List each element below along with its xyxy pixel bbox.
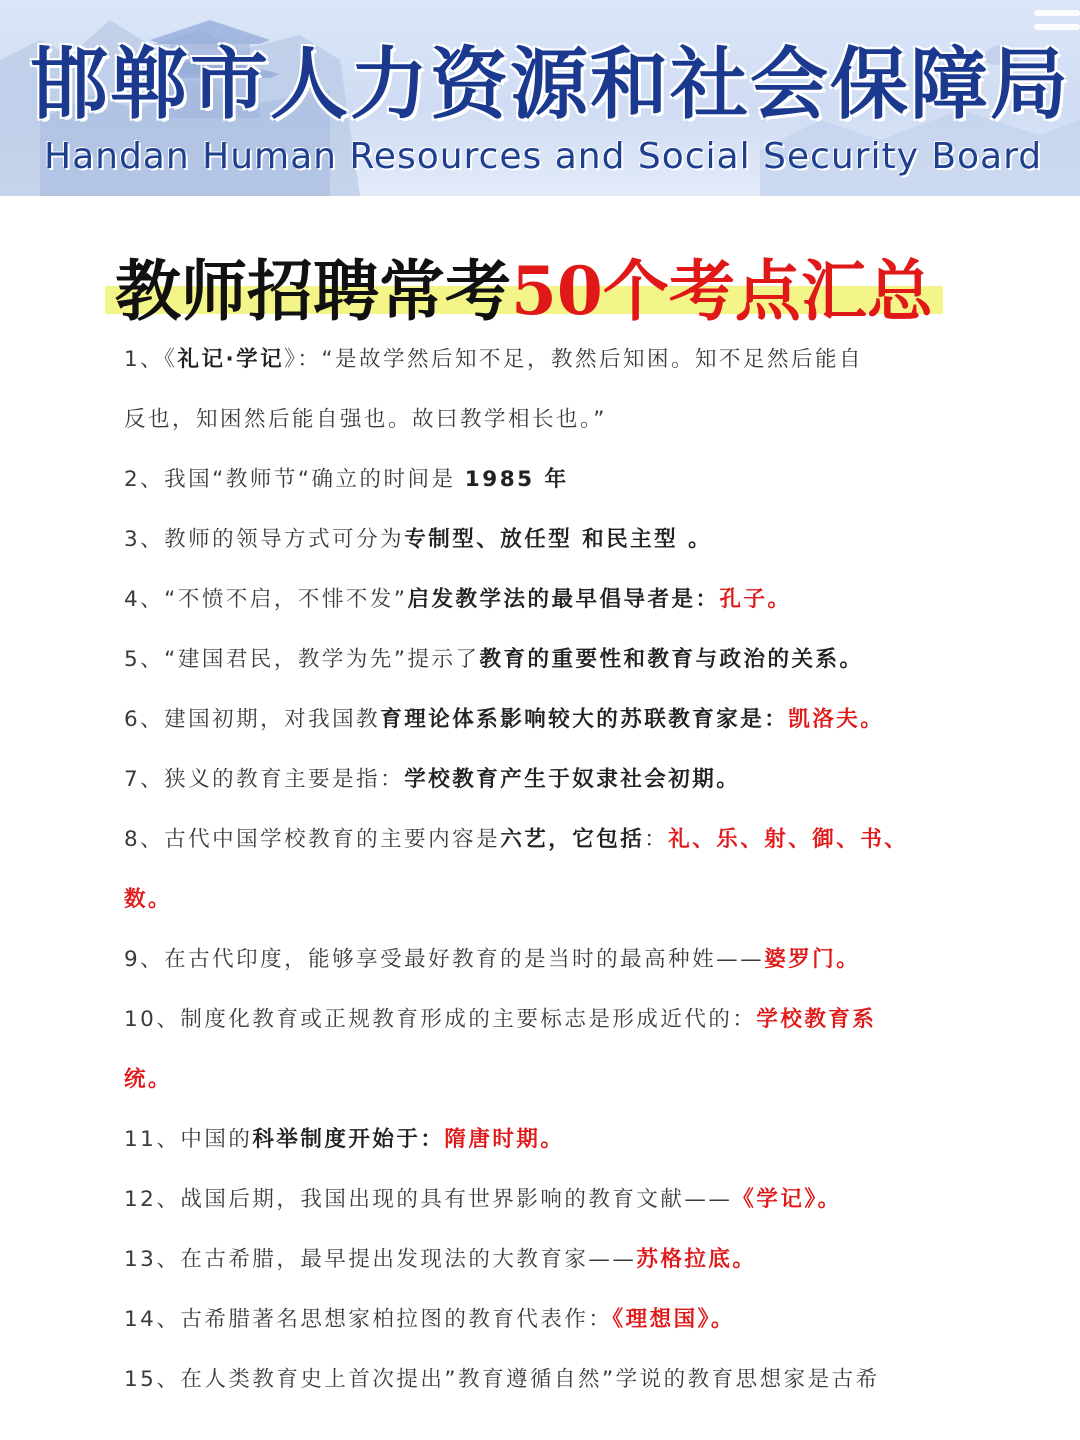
item-text: 15、在人类教育史上首次提出”教育遵循自然”学说的教育思想家是古希	[124, 1367, 880, 1392]
list-item	[124, 1170, 944, 1230]
key-text: 育理论体系影响较大的苏联教育家是：	[380, 707, 789, 732]
key-text: 1985 年	[464, 467, 569, 492]
header-banner	[0, 0, 1080, 196]
list-item	[124, 390, 944, 450]
item-text: 10、制度化教育或正规教育形成的主要标志是形成近代的：	[124, 1007, 757, 1032]
item-text: 12、战国后期，我国出现的具有世界影响的教育文献——	[124, 1187, 733, 1212]
list-item	[124, 450, 944, 510]
answer-text: 《学记》。	[732, 1187, 842, 1212]
title-part-black: 教师招聘常考	[115, 252, 511, 330]
answer-text: 礼、乐、射、御、书、	[668, 827, 909, 852]
list-item	[124, 510, 944, 570]
key-text: 教育的重要性和教育与政治的关系。	[479, 647, 864, 672]
list-item	[124, 1230, 944, 1290]
list-item	[124, 930, 944, 990]
key-text: 学校教育产生于奴隶社会初期。	[404, 767, 741, 792]
item-text: 14、古希腊著名思想家柏拉图的教育代表作：	[124, 1307, 613, 1332]
item-text: 11、中国的	[124, 1127, 253, 1152]
item-text: 8、古代中国学校教育的主要内容是	[124, 827, 501, 852]
key-text: 科举制度开始于：	[252, 1127, 445, 1152]
list-item	[124, 1290, 944, 1350]
list-item	[124, 990, 944, 1050]
answer-text: 《理想国》。	[612, 1307, 735, 1332]
list-item	[124, 570, 944, 630]
answer-text: 婆罗门。	[764, 947, 861, 972]
key-text: 六艺，它包括	[500, 827, 645, 852]
item-text: 4、“不愤不启，不悱不发”	[124, 587, 408, 612]
answer-text: 苏格拉底。	[636, 1247, 757, 1272]
exam-points-list	[124, 330, 944, 1410]
list-item	[124, 330, 944, 390]
answer-text: 凯洛夫。	[788, 707, 885, 732]
title-part-red: 50个考点汇总	[511, 252, 933, 330]
item-text: 1、《	[124, 347, 178, 372]
answer-text: 统。	[124, 1067, 173, 1092]
item-text: 3、教师的领导方式可分为	[124, 527, 405, 552]
item-text: ：	[644, 827, 669, 852]
list-item	[124, 1050, 944, 1110]
answer-text: 学校教育系	[756, 1007, 877, 1032]
list-item	[124, 630, 944, 690]
item-text: 7、狭义的教育主要是指：	[124, 767, 405, 792]
key-text: 礼记·学记	[177, 347, 285, 372]
item-text: 反也，知困然后能自强也。故曰教学相长也。”	[124, 407, 607, 432]
list-item	[124, 810, 944, 870]
header-title-cn: 邯郸市人力资源和社会保障局	[30, 39, 1071, 130]
list-item	[124, 1110, 944, 1170]
list-item	[124, 750, 944, 810]
item-text: 6、建国初期，对我国教	[124, 707, 381, 732]
answer-text: 孔子。	[719, 587, 792, 612]
key-text: 专制型、放任型 和民主型 。	[404, 527, 713, 552]
item-text: 13、在古希腊，最早提出发现法的大教育家——	[124, 1247, 637, 1272]
document-title	[105, 234, 945, 330]
list-item	[124, 870, 944, 930]
item-text: 5、“建国君民，教学为先”提示了	[124, 647, 480, 672]
item-text: 9、在古代印度，能够享受最好教育的是当时的最高种姓——	[124, 947, 765, 972]
answer-text: 隋唐时期。	[444, 1127, 565, 1152]
header-title-en: Handan Human Resources and Social Security Board	[44, 136, 1043, 177]
answer-text: 数。	[124, 887, 173, 912]
list-item	[124, 690, 944, 750]
item-text: 》：“是故学然后知不足，教然后知困。知不足然后能自	[284, 347, 864, 372]
list-item	[124, 1350, 944, 1410]
key-text: 启发教学法的最早倡导者是：	[407, 587, 720, 612]
item-text: 2、我国“教师节“确立的时间是	[124, 467, 465, 492]
